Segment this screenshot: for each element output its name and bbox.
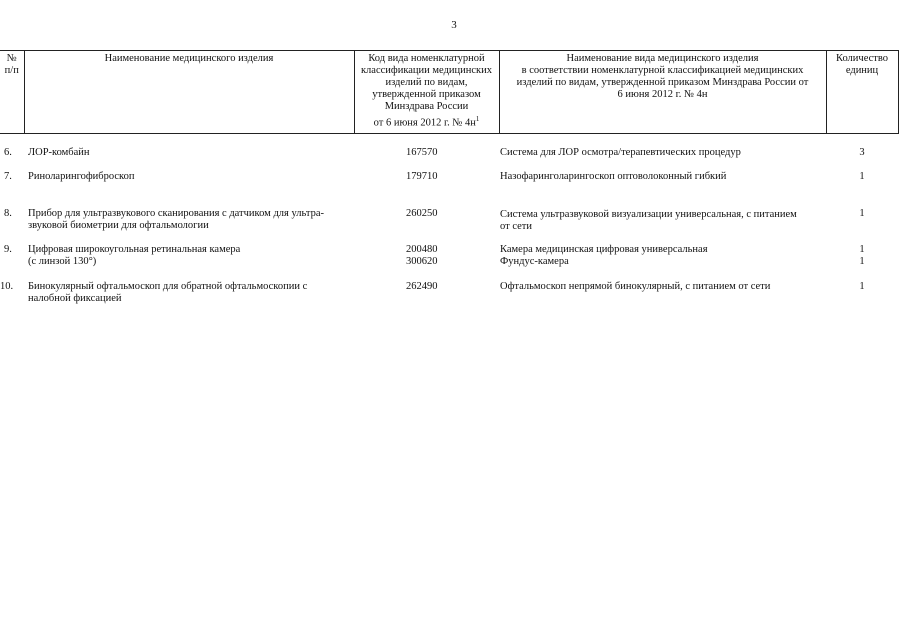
device-name-line: (с линзой 130°) (28, 256, 97, 267)
header-code-line: Минздрава России (384, 101, 469, 112)
header-type-line: Наименование вида медицинского изделия (566, 53, 759, 64)
classification-name-line: Назофаринголарингоскоп оптоволоконный гибкий (500, 171, 727, 182)
header-type-line: в соответствии номенклатурной классификацией медицинских (521, 65, 804, 76)
header-classification-code (354, 51, 499, 134)
quantity: 1 (859, 171, 865, 182)
device-name-line: Риноларингофиброскоп (28, 171, 135, 182)
header-code-line: Код вида номенклатурной (368, 53, 485, 64)
classification-code: 300620 (406, 256, 438, 267)
classification-name (500, 209, 818, 233)
classification-name (500, 281, 818, 293)
classification-names (500, 244, 818, 268)
device-name-line: Цифровая широкоугольная ретинальная камера (28, 244, 241, 255)
device-name (28, 171, 358, 183)
header-code-line (357, 113, 497, 130)
classification-code: 200480 (406, 244, 438, 255)
header-code-line: классификации медицинских (360, 65, 493, 76)
classification-name (500, 147, 818, 159)
quantity: 1 (859, 244, 865, 255)
header-device-name: Наименование медицинского изделия (24, 51, 354, 134)
quantity: 1 (859, 256, 865, 267)
header-classification-name (499, 51, 826, 134)
device-name-line: Бинокулярный офтальмоскоп для обратной офтальмоскопии с (28, 281, 308, 292)
classification-name (500, 171, 818, 183)
row-number: 6. (4, 147, 12, 158)
header-type-line: 6 июня 2012 г. № 4н (617, 89, 708, 100)
device-name (28, 208, 358, 232)
quantity: 3 (859, 147, 865, 158)
table-header (0, 50, 899, 134)
device-name-line: Прибор для ультразвукового сканирования с датчиком для ультра- (28, 208, 325, 219)
classification-codes (406, 244, 466, 268)
classification-code: 260250 (406, 208, 438, 219)
quantities (855, 244, 869, 268)
classification-code: 179710 (406, 171, 438, 182)
header-code-line: утвержденной приказом (372, 89, 481, 100)
classification-name-line: Система ультразвуковой визуализации универсальная, с питанием (500, 209, 797, 220)
device-name (28, 281, 358, 305)
header-type-line: изделий по видам, утвержденной приказом Минздрава России от (516, 77, 809, 88)
classification-code: 262490 (406, 281, 438, 292)
header-quantity: Количество единиц (826, 51, 898, 134)
device-name-line: звуковой биометрии для офтальмологии (28, 220, 209, 231)
device-name-line: налобной фиксацией (28, 293, 122, 304)
row-number: 10. (0, 281, 14, 292)
header-number: № п/п (0, 51, 24, 134)
page-number: 3 (451, 19, 457, 31)
header-code-line-text: от 6 июня 2012 г. № 4н (373, 117, 476, 129)
quantity: 1 (859, 208, 865, 219)
row-number: 9. (4, 244, 12, 255)
classification-name-line: Офтальмоскоп непрямой бинокулярный, с питанием от сети (500, 281, 771, 292)
device-name (28, 244, 358, 268)
classification-name-line: Фундус-камера (500, 256, 569, 267)
classification-name-line: от сети (500, 221, 532, 232)
footnote-marker: 1 (475, 115, 480, 123)
row-number: 8. (4, 208, 12, 219)
classification-name-line: Система для ЛОР осмотра/терапевтических процедур (500, 147, 741, 158)
quantity: 1 (859, 281, 865, 292)
device-name (28, 147, 358, 159)
classification-name-line: Камера медицинская цифровая универсальная (500, 244, 708, 255)
classification-code: 167570 (406, 147, 438, 158)
row-number: 7. (4, 171, 12, 182)
header-code-line: изделий по видам, (385, 77, 468, 88)
device-name-line: ЛОР-комбайн (28, 147, 90, 158)
